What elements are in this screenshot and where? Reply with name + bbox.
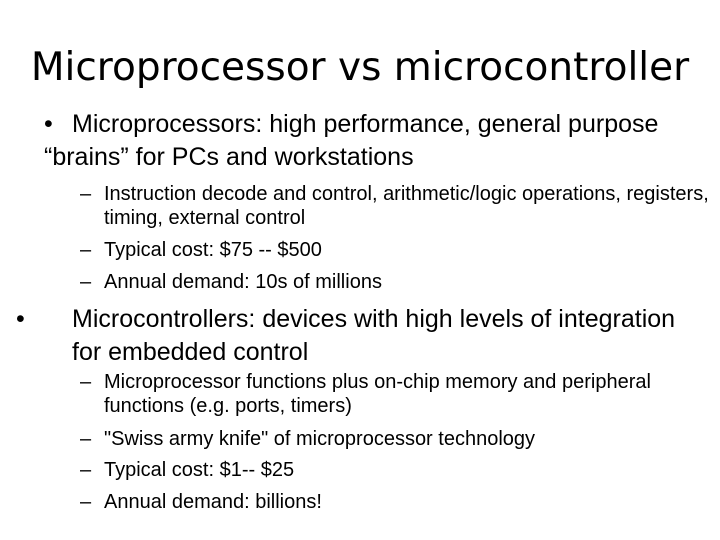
- subbullet-typical-cost: [80, 238, 714, 262]
- bullet-microprocessors: [44, 108, 684, 174]
- subbullet-marker: –: [80, 239, 92, 261]
- subbullet-swiss-army-knife: [80, 427, 714, 451]
- subbullet-marker: –: [80, 183, 92, 205]
- bullet-text: Microprocessors: high performance, general purpose “brains” for PCs and workstations: [44, 110, 659, 171]
- subbullet-marker: –: [80, 271, 92, 293]
- bullet-marker: •: [16, 305, 25, 333]
- bullet-marker: •: [44, 110, 53, 138]
- subbullet-annual-demand: [80, 270, 714, 294]
- subbullet-text: "Swiss army knife" of microprocessor technology: [104, 428, 536, 450]
- subbullet-text: Typical cost: $1-- $25: [104, 459, 295, 481]
- subbullet-instruction-decode: [80, 182, 714, 230]
- subbullet-marker: –: [80, 459, 92, 481]
- bullet-microcontrollers: [16, 303, 692, 369]
- subbullet-marker: –: [80, 428, 92, 450]
- subbullet-annual-demand-mcu: [80, 490, 714, 514]
- slide-title: Microprocessor vs microcontroller: [30, 45, 690, 90]
- subbullet-text: Microprocessor functions plus on-chip memory and peripheral functions (e.g. ports, timers): [104, 371, 651, 417]
- subbullet-marker: –: [80, 491, 92, 513]
- subbullet-text: Instruction decode and control, arithmetic/logic operations, registers, timing, external control: [104, 183, 709, 229]
- subbullet-text: Annual demand: 10s of millions: [104, 271, 382, 293]
- bullet-text: Microcontrollers: devices with high levels of integration for embedded control: [72, 305, 676, 366]
- subbullet-typical-cost-mcu: [80, 458, 714, 482]
- subbullet-text: Typical cost: $75 -- $500: [104, 239, 322, 261]
- subbullet-microprocessor-functions: [80, 370, 714, 418]
- subbullet-text: Annual demand: billions!: [104, 491, 322, 513]
- subbullet-marker: –: [80, 371, 92, 393]
